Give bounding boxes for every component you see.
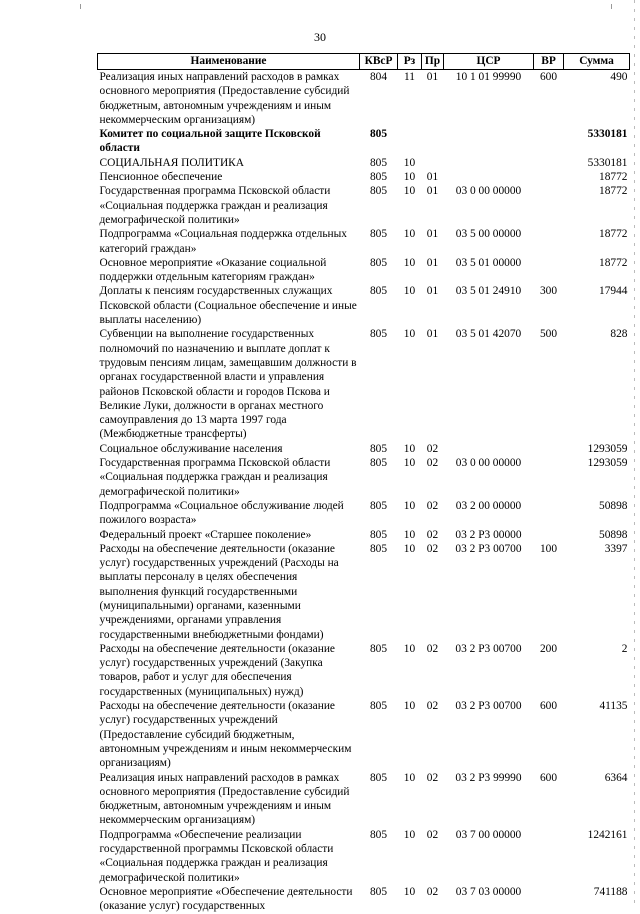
cell-csr: 03 2 P3 00700 xyxy=(455,642,522,655)
cell-vr xyxy=(534,885,564,914)
cell-csr: 03 5 01 24910 xyxy=(455,285,522,298)
cell-sum: 3397 xyxy=(604,542,628,555)
cell-name: Реализация иных направлений расходов в рамках основного мероприятия (Предоставление субсидий бюджетным, автономным учреждениям и иным некоммерческим организациям) xyxy=(99,71,350,126)
cell-kvsr: 805 xyxy=(369,828,388,841)
budget-table xyxy=(97,53,630,914)
cell-csr: 03 7 00 00000 xyxy=(455,828,522,841)
cell-rz: 10 xyxy=(403,256,416,269)
cell-kvsr: 805 xyxy=(369,228,388,241)
table-row xyxy=(98,499,630,528)
cell-pr: 01 xyxy=(426,71,439,83)
table-row xyxy=(98,127,630,156)
cell-kvsr: 805 xyxy=(369,128,388,141)
cell-name: Государственная программа Псковской области «Социальная поддержка граждан и реализация демографической политики» xyxy=(99,457,331,498)
cell-rz: 10 xyxy=(403,771,416,784)
cell-vr: 200 xyxy=(539,642,558,655)
cell-vr: 500 xyxy=(539,328,558,341)
scan-mark xyxy=(611,4,612,9)
cell-pr: 01 xyxy=(426,228,439,241)
table-row xyxy=(98,456,630,499)
cell-pr: 02 xyxy=(426,457,439,470)
cell-vr xyxy=(534,828,564,885)
cell-csr: 03 2 P3 00000 xyxy=(455,528,522,541)
cell-pr: 02 xyxy=(426,642,439,655)
cell-sum: 17944 xyxy=(599,285,628,298)
cell-sum: 5330181 xyxy=(587,128,628,141)
cell-sum: 1293059 xyxy=(587,457,628,470)
cell-csr: 03 2 P3 99990 xyxy=(455,771,522,784)
cell-rz: 10 xyxy=(403,228,416,241)
cell-sum: 1242161 xyxy=(587,828,628,841)
cell-pr: 01 xyxy=(426,256,439,269)
cell-kvsr: 805 xyxy=(369,185,388,198)
table-row xyxy=(98,885,630,914)
cell-csr: 03 2 00 00000 xyxy=(455,499,522,512)
cell-csr: 03 2 P3 00700 xyxy=(455,542,522,555)
cell-vr xyxy=(534,170,564,184)
table-row xyxy=(98,170,630,184)
col-header-csr: ЦСР xyxy=(444,54,534,70)
cell-name: Расходы на обеспечение деятельности (оказание услуг) государственных учреждений (Предоставление субсидий бюджетным, автономным учреждениям и иным некоммерческим организациям) xyxy=(99,700,352,770)
cell-sum: 828 xyxy=(610,328,628,341)
cell-name: Субвенции на выполнение государственных полномочий по назначению и выплате доплат к трудовым пенсиям лицам, замещавшим должности в органах государственной власти и управления районов Псковской области и городов Пскова и Великие Луки, должности в органах местного самоуправления до 13 марта 1997 года (Межбюджетные трансферты) xyxy=(99,328,357,441)
cell-vr xyxy=(534,528,564,542)
cell-pr: 02 xyxy=(426,771,439,784)
cell-sum: 6364 xyxy=(604,771,628,784)
cell-kvsr: 805 xyxy=(369,542,388,555)
table-row xyxy=(98,542,630,642)
cell-rz: 10 xyxy=(403,828,416,841)
cell-rz: 10 xyxy=(403,885,416,898)
cell-vr: 600 xyxy=(539,771,558,784)
page-number: 30 xyxy=(314,30,326,44)
cell-rz: 10 xyxy=(403,185,416,198)
cell-name: Пенсионное обеспечение xyxy=(99,171,223,184)
cell-rz: 10 xyxy=(403,528,416,541)
cell-sum: 1293059 xyxy=(587,442,628,455)
cell-pr: 02 xyxy=(426,442,439,455)
cell-rz xyxy=(398,127,422,156)
cell-pr xyxy=(422,156,444,170)
col-header-sum: Сумма xyxy=(564,54,630,70)
cell-kvsr: 805 xyxy=(369,156,388,169)
cell-name: Федеральный проект «Старшее поколение» xyxy=(99,528,312,541)
cell-pr: 01 xyxy=(426,171,439,184)
table-row xyxy=(98,227,630,256)
cell-sum: 18772 xyxy=(599,256,628,269)
cell-kvsr: 805 xyxy=(369,442,388,455)
cell-csr: 03 2 P3 00700 xyxy=(455,700,522,713)
cell-sum: 50898 xyxy=(599,499,628,512)
table-row xyxy=(98,771,630,828)
cell-name: Основное мероприятие «Обеспечение деятельности (оказание услуг) государственных xyxy=(99,885,353,913)
cell-sum: 41135 xyxy=(599,700,628,713)
cell-pr: 01 xyxy=(426,285,439,298)
cell-csr: 10 1 01 99990 xyxy=(455,71,522,83)
cell-rz: 10 xyxy=(403,156,416,169)
table-row xyxy=(98,528,630,542)
cell-rz: 10 xyxy=(403,285,416,298)
table-row xyxy=(98,70,630,128)
table-row xyxy=(98,284,630,327)
cell-name: Основное мероприятие «Оказание социальной поддержки отдельным категориям граждан» xyxy=(99,256,327,284)
cell-rz: 10 xyxy=(403,442,416,455)
cell-csr xyxy=(444,156,534,170)
cell-name: Комитет по социальной защите Псковской области xyxy=(99,128,321,155)
cell-kvsr: 805 xyxy=(369,885,388,898)
table-row xyxy=(98,156,630,170)
col-header-rz: Рз xyxy=(398,54,422,70)
cell-name: Расходы на обеспечение деятельности (оказание услуг) государственных учреждений (Закупка товаров, работ и услуг для обеспечения государственных (муниципальных) нужд) xyxy=(99,642,335,698)
table-row xyxy=(98,256,630,285)
cell-rz: 10 xyxy=(403,457,416,470)
cell-kvsr: 805 xyxy=(369,642,388,655)
cell-rz: 10 xyxy=(403,171,416,184)
cell-sum: 741188 xyxy=(593,885,628,898)
cell-pr: 02 xyxy=(426,528,439,541)
cell-pr: 02 xyxy=(426,542,439,555)
cell-vr: 300 xyxy=(539,285,558,298)
cell-rz: 10 xyxy=(403,499,416,512)
cell-kvsr: 805 xyxy=(369,700,388,713)
cell-csr: 03 0 00 00000 xyxy=(455,185,522,198)
cell-rz: 10 xyxy=(403,700,416,713)
cell-csr: 03 5 01 00000 xyxy=(455,256,522,269)
cell-csr: 03 7 03 00000 xyxy=(455,885,522,898)
cell-kvsr: 804 xyxy=(369,71,388,83)
table-row xyxy=(98,828,630,885)
cell-vr xyxy=(534,227,564,256)
cell-kvsr: 805 xyxy=(369,457,388,470)
table-header-row xyxy=(98,54,630,70)
cell-vr: 600 xyxy=(539,71,558,83)
table-body xyxy=(98,70,630,914)
cell-rz: 10 xyxy=(403,642,416,655)
cell-name: Реализация иных направлений расходов в рамках основного мероприятия (Предоставление субсидий бюджетным, автономным учреждениям и иным некоммерческим организациям) xyxy=(99,771,350,827)
col-header-name: Наименование xyxy=(98,54,360,70)
table-row xyxy=(98,699,630,770)
cell-name: Расходы на обеспечение деятельности (оказание услуг) государственных учреждений (Расходы на выплаты персоналу в целях обеспечения выполнения функций государственными (муниципальными) органами, казенными учреждениями, органами управления государственными внебюджетными фондами) xyxy=(99,542,339,641)
cell-csr: 03 0 00 00000 xyxy=(455,457,522,470)
cell-name: СОЦИАЛЬНАЯ ПОЛИТИКА xyxy=(99,156,245,169)
cell-name: Подпрограмма «Социальное обслуживание людей пожилого возраста» xyxy=(99,499,344,527)
table-row xyxy=(98,642,630,699)
col-header-kvsr: КВсР xyxy=(360,54,398,70)
cell-pr: 02 xyxy=(426,828,439,841)
cell-pr xyxy=(422,127,444,156)
col-header-pr: Пр xyxy=(422,54,444,70)
cell-csr xyxy=(444,127,534,156)
cell-pr: 02 xyxy=(426,885,439,898)
cell-sum: 18772 xyxy=(599,171,628,184)
cell-rz: 10 xyxy=(403,328,416,341)
cell-rz: 10 xyxy=(403,542,416,555)
cell-vr xyxy=(534,456,564,499)
table-row xyxy=(98,184,630,227)
cell-sum: 2 xyxy=(621,642,628,655)
cell-sum: 18772 xyxy=(599,228,628,241)
cell-kvsr: 805 xyxy=(369,285,388,298)
cell-vr xyxy=(534,499,564,528)
cell-kvsr: 805 xyxy=(369,256,388,269)
cell-kvsr: 805 xyxy=(369,171,388,184)
cell-kvsr: 805 xyxy=(369,328,388,341)
cell-vr: 600 xyxy=(539,700,558,713)
cell-sum: 5330181 xyxy=(587,156,628,169)
cell-csr xyxy=(444,442,534,456)
cell-vr xyxy=(534,442,564,456)
cell-kvsr: 805 xyxy=(369,499,388,512)
scan-mark xyxy=(80,4,81,9)
cell-kvsr: 805 xyxy=(369,528,388,541)
cell-name: Подпрограмма «Социальная поддержка отдельных категорий граждан» xyxy=(99,228,347,255)
cell-vr: 100 xyxy=(539,542,558,555)
cell-csr: 03 5 00 00000 xyxy=(455,228,522,241)
scan-edge-line xyxy=(634,0,635,905)
table-row xyxy=(98,327,630,441)
cell-name: Государственная программа Псковской области «Социальная поддержка граждан и реализация демографической политики» xyxy=(99,185,331,226)
col-header-vr: ВР xyxy=(534,54,564,70)
cell-name: Доплаты к пенсиям государственных служащих Псковской области (Социальное обеспечение и иные выплаты населению) xyxy=(99,285,357,327)
cell-sum: 490 xyxy=(610,71,628,83)
cell-vr xyxy=(534,127,564,156)
table-row xyxy=(98,442,630,456)
cell-pr: 01 xyxy=(426,328,439,341)
cell-rz: 11 xyxy=(404,71,415,83)
cell-pr: 01 xyxy=(426,185,439,198)
cell-vr xyxy=(534,256,564,285)
cell-csr: 03 5 01 42070 xyxy=(455,328,522,341)
cell-pr: 02 xyxy=(426,499,439,512)
cell-vr xyxy=(534,184,564,227)
cell-sum: 50898 xyxy=(599,528,628,541)
cell-pr: 02 xyxy=(426,700,439,713)
cell-sum: 18772 xyxy=(599,185,628,198)
cell-name: Социальное обслуживание населения xyxy=(99,442,283,455)
cell-kvsr: 805 xyxy=(369,771,388,784)
cell-csr xyxy=(444,170,534,184)
cell-name: Подпрограмма «Обеспечение реализации государственной программы Псковской области «Социальная поддержка граждан и реализация демографической политики» xyxy=(99,828,334,884)
cell-vr xyxy=(534,156,564,170)
